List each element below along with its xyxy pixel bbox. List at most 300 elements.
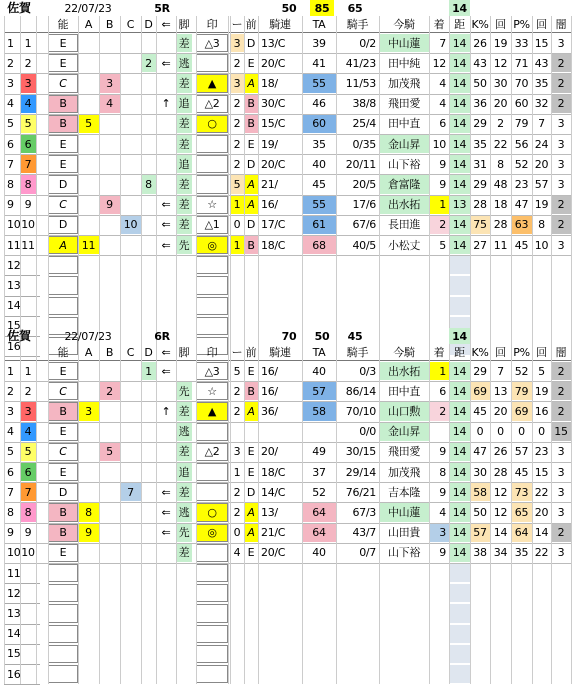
empty-dist-box — [449, 604, 470, 622]
column-header: 回 — [495, 17, 506, 31]
grid-line — [99, 16, 100, 356]
pre-value — [230, 423, 244, 441]
row-number: 1 — [7, 36, 14, 50]
jockey-stats: 17/6 — [352, 198, 376, 212]
arrow-mark — [156, 543, 176, 563]
rank-d — [141, 503, 156, 521]
row-number: 16 — [7, 339, 21, 353]
rank-c — [120, 74, 141, 92]
jockey-combo: 16/ — [261, 384, 278, 398]
distance-value: 14 — [449, 423, 470, 441]
arrow-mark: ⇐ — [161, 526, 171, 540]
arrow-mark: ⇐ — [161, 218, 171, 232]
arrow-mark: ⇐ — [161, 505, 171, 519]
prediction-mark: ☆ — [196, 382, 228, 400]
p-count: 22 — [534, 546, 549, 560]
jockey-combo: 20/C — [261, 157, 286, 171]
ta-value: 40 — [312, 364, 326, 378]
k-percent: 50 — [473, 76, 487, 90]
p-percent: 71 — [514, 56, 529, 70]
arrow-mark: ⇐ — [161, 56, 171, 70]
row-number: 10 — [7, 546, 21, 560]
grid-line — [244, 344, 245, 684]
column-header: P% — [513, 17, 530, 31]
ta-value — [302, 423, 336, 441]
waku-number: 1 — [20, 362, 36, 380]
grid-line — [511, 344, 512, 684]
finish-position: 1 — [429, 196, 449, 214]
k-percent: 36 — [473, 97, 487, 111]
arrow-mark: ↑ — [161, 97, 171, 111]
row-number: 1 — [7, 364, 14, 378]
waku-number: 10 — [20, 216, 36, 234]
jockey-combo: 13/ — [261, 505, 278, 519]
rank-c — [120, 135, 141, 153]
rank-a: 5 — [78, 115, 99, 133]
waku-number: 6 — [20, 135, 36, 153]
rank-b — [99, 503, 120, 521]
column-header: 騎手 — [346, 345, 369, 359]
rank-d — [141, 135, 156, 153]
p-percent: 73 — [511, 483, 532, 501]
pre-value: 2 — [233, 56, 241, 70]
p-count: 22 — [534, 485, 549, 499]
column-header: 前 — [245, 17, 257, 31]
ta-value: 40 — [312, 546, 326, 560]
jockey-name: 加茂飛 — [387, 76, 421, 90]
pre-value: 1 — [230, 236, 244, 254]
jockey-name: 飛田愛 — [387, 97, 421, 111]
ability-rank: E — [48, 362, 78, 380]
prediction-mark: ☆ — [196, 196, 228, 214]
row-number: 4 — [7, 425, 14, 439]
ability-rank: E — [48, 463, 78, 481]
waku-number: 5 — [20, 115, 36, 133]
column-header: 前 — [245, 345, 257, 359]
empty-dist-box — [449, 564, 470, 582]
jockey-name: 出水拓 — [379, 362, 429, 380]
waku-number: 3 — [20, 402, 36, 420]
ability-rank: C — [48, 196, 78, 214]
grid-line — [258, 16, 259, 356]
column-header: D — [144, 345, 153, 359]
dark-value: 3 — [557, 177, 565, 191]
jockey-name: 金山昇 — [379, 423, 429, 441]
rank-d: 1 — [141, 362, 156, 380]
row-number: 4 — [7, 97, 14, 111]
ability-rank: B — [48, 115, 78, 133]
rank-b — [99, 423, 120, 441]
rank-b — [99, 524, 120, 542]
grid-line — [48, 16, 49, 356]
pre-value: 5 — [233, 364, 241, 378]
jockey-name: 金山昇 — [379, 135, 429, 153]
column-header: B — [105, 17, 114, 31]
jockey-stats: 76/21 — [345, 485, 376, 499]
running-style: 差 — [176, 196, 192, 214]
distance-value: 14 — [449, 54, 470, 72]
k-count: 12 — [493, 485, 508, 499]
finish-position: 9 — [439, 177, 446, 191]
column-header: TA — [312, 345, 326, 359]
k-percent: 29 — [473, 364, 487, 378]
finish-position: 12 — [432, 56, 446, 70]
row-number: 13 — [7, 278, 21, 292]
ability-rank: B — [48, 402, 78, 420]
distance-value: 14 — [449, 544, 470, 562]
prediction-mark: △2 — [196, 443, 228, 461]
front-rank: A — [244, 175, 258, 193]
front-rank: B — [244, 95, 258, 113]
running-style: 差 — [176, 135, 192, 153]
grid-line — [551, 16, 552, 356]
column-header: C — [126, 345, 135, 359]
finish-position: 3 — [429, 524, 449, 542]
dark-value: 2 — [551, 95, 571, 113]
k-count: 2 — [497, 117, 504, 131]
jockey-combo: 13/C — [261, 36, 286, 50]
dark-value: 3 — [557, 137, 565, 151]
front-rank: D — [246, 485, 256, 499]
jockey-name: 飛田愛 — [387, 445, 421, 459]
grid-line — [379, 344, 380, 684]
p-percent: 69 — [511, 402, 532, 420]
arrow-mark — [156, 174, 176, 194]
ta-value: 37 — [312, 465, 326, 479]
running-style: 差 — [176, 34, 192, 52]
grid-line — [532, 16, 533, 356]
grid-line — [532, 344, 533, 684]
front-rank: E — [247, 137, 255, 151]
dark-value: 2 — [551, 402, 571, 420]
ta-value: 60 — [302, 115, 336, 133]
waku-number: 4 — [20, 423, 36, 441]
p-count: 43 — [534, 56, 549, 70]
column-header: 脚 — [178, 17, 190, 31]
distance-value: 14 — [449, 175, 470, 193]
jockey-name: 吉本隆 — [387, 485, 421, 499]
row-number: 6 — [7, 137, 14, 151]
grid-line — [78, 16, 79, 356]
k-count: 18 — [493, 198, 508, 212]
empty-dist-box — [449, 625, 470, 643]
jockey-name: 田中直 — [387, 384, 421, 398]
p-percent: 52 — [514, 364, 529, 378]
empty-dist-box — [449, 584, 470, 602]
running-style: 差 — [176, 175, 192, 193]
column-header: K% — [471, 345, 489, 359]
grid-line — [230, 16, 231, 356]
p-percent: 79 — [514, 117, 529, 131]
prediction-mark — [196, 54, 228, 72]
ability-rank: E — [48, 34, 78, 52]
p-count: 57 — [534, 177, 549, 191]
ability-rank: B — [48, 95, 78, 113]
rank-c — [120, 34, 141, 52]
k-percent: 0 — [476, 425, 484, 439]
p-count: 20 — [534, 157, 549, 171]
rank-a: 3 — [78, 402, 99, 420]
rank-d — [141, 236, 156, 254]
grid-line — [78, 344, 79, 684]
column-header: D — [144, 17, 153, 31]
grid-line — [4, 255, 571, 256]
prediction-mark — [196, 423, 228, 441]
dark-value: 2 — [551, 54, 571, 72]
rank-b — [99, 362, 120, 380]
p-percent: 47 — [514, 198, 529, 212]
jockey-stats: 86/14 — [345, 384, 376, 398]
k-percent: 69 — [470, 382, 490, 400]
ta-value: 52 — [312, 485, 326, 499]
rank-a: 8 — [78, 503, 99, 521]
running-style: 差 — [176, 443, 192, 461]
jockey-stats: 0/3 — [359, 364, 376, 378]
jockey-name: 中山蓮 — [379, 503, 429, 521]
front-rank: D — [246, 36, 256, 50]
row-number: 11 — [7, 238, 21, 252]
pre-value: 5 — [230, 175, 244, 193]
grid-line — [141, 16, 142, 356]
finish-position: 2 — [429, 216, 449, 234]
rank-a — [78, 34, 99, 52]
distance-value: 14 — [449, 443, 470, 461]
ta-value: 39 — [312, 36, 326, 50]
k-percent: 50 — [473, 505, 487, 519]
waku-number: 7 — [20, 155, 36, 173]
running-style: 追 — [176, 463, 192, 481]
jockey-name: 中山蓮 — [379, 34, 429, 52]
row-number: 3 — [7, 404, 14, 418]
waku-number: 1 — [20, 34, 36, 52]
distance-value: 14 — [449, 402, 470, 420]
k-count: 28 — [493, 218, 508, 232]
column-header: 騎手 — [346, 17, 369, 31]
dark-value: 2 — [551, 524, 571, 542]
arrow-mark: ↑ — [161, 404, 171, 418]
rank-c: 7 — [120, 483, 141, 501]
dark-value: 3 — [557, 238, 565, 252]
grid-line — [244, 16, 245, 356]
pre-value: 1 — [230, 196, 244, 214]
ability-rank: B — [48, 524, 78, 542]
prediction-mark: ○ — [196, 503, 228, 521]
k-count: 11 — [493, 238, 508, 252]
jockey-combo: 14/C — [261, 485, 286, 499]
arrow-mark: ⇐ — [161, 198, 171, 212]
ability-rank: D — [48, 483, 78, 501]
race-date: 22/07/23 — [64, 329, 112, 343]
jockey-name: 山下裕 — [387, 157, 421, 171]
p-percent: 33 — [514, 36, 529, 50]
distance-value: 14 — [449, 155, 470, 173]
p-percent: 23 — [514, 177, 529, 191]
grid-line — [571, 344, 572, 684]
p-count: 14 — [534, 526, 549, 540]
column-header: 闇 — [555, 17, 567, 31]
jockey-stats: 67/6 — [352, 218, 376, 232]
rank-d — [141, 463, 156, 481]
dark-value: 2 — [551, 382, 571, 400]
ta-value: 64 — [302, 503, 336, 521]
row-number: 2 — [7, 56, 14, 70]
prediction-mark: ▲ — [196, 74, 228, 92]
jockey-combo: 16/ — [261, 198, 278, 212]
k-count: 12 — [493, 505, 508, 519]
column-header: B — [105, 345, 114, 359]
row-number: 7 — [7, 157, 14, 171]
finish-position: 1 — [429, 362, 449, 380]
running-style: 逃 — [176, 54, 192, 72]
finish-position: 4 — [439, 97, 446, 111]
ability-rank: E — [48, 423, 78, 441]
k-count: 14 — [493, 526, 508, 540]
grid-line — [196, 344, 197, 684]
p-count: 16 — [534, 404, 549, 418]
finish-position — [429, 423, 449, 441]
finish-position: 2 — [429, 402, 449, 420]
grid-line — [379, 16, 380, 356]
top-value-1: 70 — [281, 329, 297, 343]
waku-number: 5 — [20, 443, 36, 461]
empty-no-box — [48, 665, 78, 683]
waku-number: 2 — [20, 382, 36, 400]
distance-value: 14 — [449, 483, 470, 501]
empty-no-box — [48, 256, 78, 274]
row-number: 8 — [7, 505, 14, 519]
finish-position: 10 — [432, 137, 446, 151]
rank-c — [120, 463, 141, 481]
dark-value: 2 — [551, 196, 571, 214]
grid-line — [4, 16, 5, 356]
jockey-combo: 17/C — [261, 218, 286, 232]
empty-no-box — [48, 584, 78, 602]
grid-line — [571, 16, 572, 356]
jockey-stats: 40/5 — [352, 238, 376, 252]
pre-value: 0 — [233, 218, 241, 232]
finish-position: 7 — [439, 36, 446, 50]
column-header: 今騎 — [393, 345, 415, 359]
rank-c — [120, 155, 141, 173]
k-percent: 30 — [473, 465, 487, 479]
p-count: 7 — [538, 117, 545, 131]
dark-value: 3 — [557, 485, 565, 499]
k-count: 0 — [497, 425, 504, 439]
pre-value: 4 — [233, 546, 241, 560]
column-header: P% — [513, 345, 530, 359]
distance-value: 14 — [449, 463, 470, 481]
prediction-mark: ◎ — [196, 236, 228, 254]
row-number: 12 — [7, 586, 21, 600]
rank-b — [99, 483, 120, 501]
grid-line — [120, 344, 121, 684]
p-count: 5 — [538, 364, 545, 378]
rank-d — [141, 196, 156, 214]
jockey-combo: 15/C — [261, 117, 286, 131]
ta-value: 46 — [312, 97, 326, 111]
front-rank: E — [247, 364, 255, 378]
arrow-mark — [156, 442, 176, 462]
rank-a — [78, 483, 99, 501]
jockey-name: 田中直 — [387, 117, 421, 131]
column-header: K% — [471, 17, 489, 31]
prediction-mark — [196, 135, 228, 153]
front-rank: D — [246, 157, 256, 171]
column-header: 回 — [536, 345, 547, 359]
empty-no-box — [48, 276, 78, 294]
jockey-name: 田中純 — [387, 56, 421, 70]
grid-line — [336, 344, 337, 684]
grid-line — [36, 344, 37, 684]
running-style: 差 — [176, 483, 192, 501]
jockey-stats: 20/11 — [345, 157, 376, 171]
prediction-mark — [196, 155, 228, 173]
pre-value: 0 — [233, 526, 241, 540]
jockey-stats: 11/53 — [345, 76, 376, 90]
running-style: 追 — [176, 95, 192, 113]
waku-number: 8 — [20, 175, 36, 193]
grid-line — [490, 16, 491, 356]
row-number: 12 — [7, 258, 21, 272]
k-percent: 26 — [473, 36, 487, 50]
k-percent: 29 — [473, 117, 487, 131]
ability-rank: C — [48, 443, 78, 461]
column-header: 印 — [206, 17, 218, 31]
rank-b — [99, 236, 120, 254]
prediction-mark: ▲ — [196, 402, 228, 420]
p-percent: 56 — [514, 137, 529, 151]
p-count: 19 — [534, 198, 549, 212]
empty-no-box — [48, 645, 78, 663]
grid-line — [176, 16, 177, 356]
k-percent: 57 — [470, 524, 490, 542]
p-percent: 79 — [511, 382, 532, 400]
front-rank: B — [244, 236, 258, 254]
race-block-6R — [0, 328, 578, 681]
pre-value: 3 — [230, 34, 244, 52]
rank-d: 8 — [141, 175, 156, 193]
column-header: 距 — [454, 345, 465, 359]
rank-a — [78, 216, 99, 234]
k-count: 26 — [493, 445, 508, 459]
rank-d: 2 — [141, 54, 156, 72]
row-number: 15 — [7, 647, 21, 661]
distance-value: 14 — [449, 524, 470, 542]
grid-line — [511, 16, 512, 356]
rank-b: 3 — [99, 74, 120, 92]
jockey-combo: 20/ — [261, 445, 278, 459]
jockey-combo: 18/ — [261, 76, 278, 90]
rank-c — [120, 236, 141, 254]
rank-c — [120, 54, 141, 72]
top-distance: 14 — [449, 328, 470, 344]
rank-b — [99, 155, 120, 173]
row-number: 9 — [7, 526, 14, 540]
column-header: 今騎 — [393, 17, 415, 31]
row-number: 13 — [7, 606, 21, 620]
running-style: 差 — [176, 74, 192, 92]
running-style: 先 — [176, 236, 192, 254]
prediction-mark: △1 — [196, 216, 228, 234]
column-header: ⇐ — [161, 345, 171, 359]
dark-value: 2 — [551, 362, 571, 380]
front-rank: B — [244, 115, 258, 133]
rank-d — [141, 216, 156, 234]
waku-number: 4 — [20, 95, 36, 113]
ta-value: 64 — [302, 524, 336, 542]
ability-rank: A — [48, 236, 78, 254]
column-header: ー — [231, 17, 243, 31]
